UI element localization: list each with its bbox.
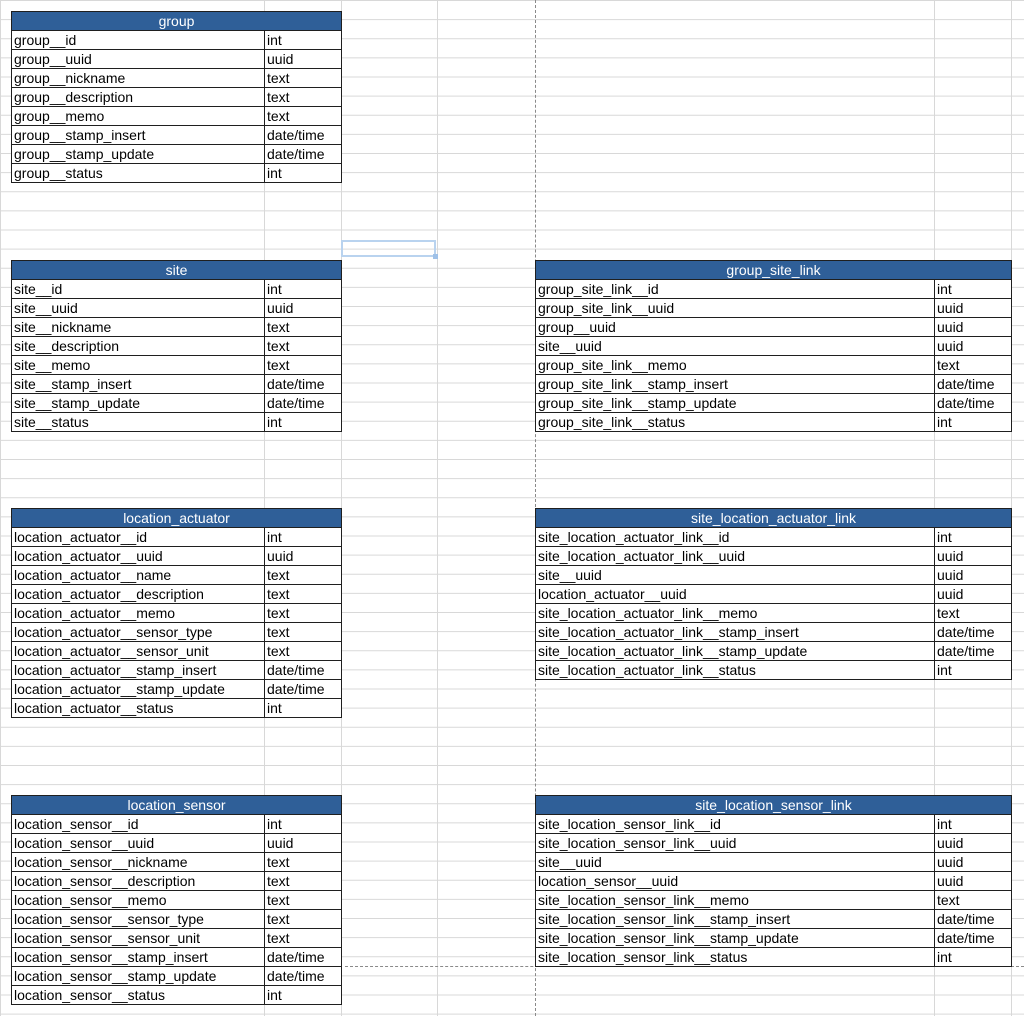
- table-row: [12, 50, 342, 69]
- field-type-cell[interactable]: text: [265, 566, 342, 585]
- table-row: [536, 872, 1012, 891]
- entity-table-group-site-link: [535, 260, 1012, 432]
- selected-cell[interactable]: [341, 240, 436, 257]
- table-row: [536, 566, 1012, 585]
- table-row: [536, 661, 1012, 680]
- table-row: [12, 528, 342, 547]
- table-row: [536, 815, 1012, 834]
- table-row: [12, 585, 342, 604]
- field-name-cell[interactable]: site_location_actuator_link__memo: [536, 604, 935, 623]
- table-row: [536, 375, 1012, 394]
- field-type-cell[interactable]: text: [935, 891, 1012, 910]
- field-type-cell[interactable]: uuid: [935, 566, 1012, 585]
- table-row: [12, 413, 342, 432]
- field-type-cell[interactable]: int: [265, 528, 342, 547]
- field-name-cell[interactable]: site__id: [12, 280, 265, 299]
- field-name-cell[interactable]: location_actuator__stamp_update: [12, 680, 265, 699]
- field-name-cell[interactable]: group_site_link__stamp_insert: [536, 375, 935, 394]
- field-name-cell[interactable]: group__stamp_insert: [12, 126, 265, 145]
- table-row: [12, 145, 342, 164]
- field-type-cell[interactable]: date/time: [935, 375, 1012, 394]
- field-type-cell[interactable]: text: [265, 872, 342, 891]
- field-name-cell[interactable]: site_location_sensor_link__stamp_update: [536, 929, 935, 948]
- table-row: [536, 585, 1012, 604]
- field-name-cell[interactable]: location_actuator__name: [12, 566, 265, 585]
- table-row: [536, 318, 1012, 337]
- field-name-cell[interactable]: group__nickname: [12, 69, 265, 88]
- field-name-cell[interactable]: location_actuator__status: [12, 699, 265, 718]
- field-name-cell[interactable]: group__id: [12, 31, 265, 50]
- field-type-cell[interactable]: int: [935, 528, 1012, 547]
- field-name-cell[interactable]: group_site_link__memo: [536, 356, 935, 375]
- field-type-cell[interactable]: text: [265, 853, 342, 872]
- field-name-cell[interactable]: site__uuid: [536, 566, 935, 585]
- field-name-cell[interactable]: location_actuator__description: [12, 585, 265, 604]
- field-type-cell[interactable]: int: [935, 948, 1012, 967]
- field-type-cell[interactable]: date/time: [265, 375, 342, 394]
- field-name-cell[interactable]: site__status: [12, 413, 265, 432]
- field-name-cell[interactable]: group__status: [12, 164, 265, 183]
- field-type-cell[interactable]: date/time: [265, 680, 342, 699]
- field-name-cell[interactable]: group__description: [12, 88, 265, 107]
- field-name-cell[interactable]: site__memo: [12, 356, 265, 375]
- field-type-cell[interactable]: int: [935, 815, 1012, 834]
- entity-table-location-actuator: [11, 508, 342, 718]
- field-name-cell[interactable]: location_sensor__status: [12, 986, 265, 1005]
- field-type-cell[interactable]: text: [265, 891, 342, 910]
- table-row: [536, 642, 1012, 661]
- field-type-cell[interactable]: uuid: [265, 834, 342, 853]
- field-type-cell[interactable]: date/time: [265, 145, 342, 164]
- field-name-cell[interactable]: site_location_actuator_link__id: [536, 528, 935, 547]
- field-name-cell[interactable]: location_actuator__memo: [12, 604, 265, 623]
- table-row: [536, 929, 1012, 948]
- field-name-cell[interactable]: location_sensor__id: [12, 815, 265, 834]
- table-row: [12, 394, 342, 413]
- table-row: [12, 910, 342, 929]
- field-type-cell[interactable]: int: [935, 661, 1012, 680]
- field-name-cell[interactable]: group_site_link__status: [536, 413, 935, 432]
- field-name-cell[interactable]: site_location_actuator_link__uuid: [536, 547, 935, 566]
- table-row: [12, 337, 342, 356]
- field-type-cell[interactable]: date/time: [935, 623, 1012, 642]
- table-row: [12, 356, 342, 375]
- field-type-cell[interactable]: int: [265, 280, 342, 299]
- table-row: [12, 280, 342, 299]
- field-type-cell[interactable]: text: [265, 88, 342, 107]
- table-row: [12, 891, 342, 910]
- table-row: [12, 69, 342, 88]
- entity-table-location-sensor: [11, 795, 342, 1005]
- field-type-cell[interactable]: date/time: [265, 948, 342, 967]
- field-name-cell[interactable]: group_site_link__stamp_update: [536, 394, 935, 413]
- field-type-cell[interactable]: uuid: [935, 834, 1012, 853]
- field-name-cell[interactable]: site__uuid: [536, 337, 935, 356]
- table-row: [536, 623, 1012, 642]
- table-row: [536, 948, 1012, 967]
- table-row: [12, 318, 342, 337]
- field-name-cell[interactable]: location_sensor__uuid: [536, 872, 935, 891]
- table-row: [12, 88, 342, 107]
- field-name-cell[interactable]: group__uuid: [12, 50, 265, 69]
- field-name-cell[interactable]: location_sensor__stamp_insert: [12, 948, 265, 967]
- field-type-cell[interactable]: text: [935, 604, 1012, 623]
- table-row: [12, 929, 342, 948]
- field-name-cell[interactable]: site__stamp_update: [12, 394, 265, 413]
- table-row: [12, 547, 342, 566]
- field-type-cell[interactable]: uuid: [265, 547, 342, 566]
- field-type-cell[interactable]: text: [935, 356, 1012, 375]
- field-type-cell[interactable]: uuid: [935, 585, 1012, 604]
- field-type-cell[interactable]: date/time: [265, 126, 342, 145]
- field-type-cell[interactable]: uuid: [935, 337, 1012, 356]
- field-type-cell[interactable]: date/time: [265, 661, 342, 680]
- table-row: [12, 815, 342, 834]
- table-title[interactable]: group: [12, 12, 342, 31]
- field-type-cell[interactable]: text: [265, 929, 342, 948]
- table-row: [536, 337, 1012, 356]
- table-row: [12, 164, 342, 183]
- field-type-cell[interactable]: int: [265, 413, 342, 432]
- field-name-cell[interactable]: location_sensor__description: [12, 872, 265, 891]
- table-row: [12, 107, 342, 126]
- table-row: [12, 834, 342, 853]
- table-row: [12, 642, 342, 661]
- table-title[interactable]: site_location_sensor_link: [536, 796, 1012, 815]
- table-row: [12, 299, 342, 318]
- table-row: [536, 604, 1012, 623]
- field-name-cell[interactable]: group__uuid: [536, 318, 935, 337]
- field-name-cell[interactable]: location_actuator__sensor_unit: [12, 642, 265, 661]
- table-row: [536, 394, 1012, 413]
- field-type-cell[interactable]: text: [265, 69, 342, 88]
- table-row: [536, 547, 1012, 566]
- field-name-cell[interactable]: site__stamp_insert: [12, 375, 265, 394]
- table-row: [536, 528, 1012, 547]
- field-type-cell[interactable]: text: [265, 623, 342, 642]
- field-name-cell[interactable]: group_site_link__uuid: [536, 299, 935, 318]
- field-type-cell[interactable]: text: [265, 585, 342, 604]
- entity-table-site-location-sensor-link: [535, 795, 1012, 967]
- table-row: [536, 299, 1012, 318]
- field-name-cell[interactable]: location_sensor__stamp_update: [12, 967, 265, 986]
- field-type-cell[interactable]: int: [935, 413, 1012, 432]
- field-type-cell[interactable]: int: [265, 986, 342, 1005]
- field-type-cell[interactable]: date/time: [265, 394, 342, 413]
- table-row: [12, 566, 342, 585]
- field-type-cell[interactable]: text: [265, 910, 342, 929]
- field-type-cell[interactable]: text: [265, 604, 342, 623]
- table-row: [536, 356, 1012, 375]
- field-type-cell[interactable]: uuid: [265, 299, 342, 318]
- field-type-cell[interactable]: uuid: [935, 853, 1012, 872]
- entity-table-site: [11, 260, 342, 432]
- field-name-cell[interactable]: site_location_actuator_link__stamp_insert: [536, 623, 935, 642]
- field-name-cell[interactable]: site_location_sensor_link__id: [536, 815, 935, 834]
- field-type-cell[interactable]: uuid: [265, 50, 342, 69]
- field-type-cell[interactable]: date/time: [265, 967, 342, 986]
- field-type-cell[interactable]: date/time: [935, 910, 1012, 929]
- field-type-cell[interactable]: date/time: [935, 929, 1012, 948]
- column-gridline: [437, 0, 438, 1016]
- field-type-cell[interactable]: text: [265, 337, 342, 356]
- table-row: [12, 126, 342, 145]
- field-name-cell[interactable]: site__nickname: [12, 318, 265, 337]
- field-type-cell[interactable]: int: [935, 280, 1012, 299]
- table-row: [12, 375, 342, 394]
- table-row: [12, 661, 342, 680]
- field-type-cell[interactable]: uuid: [935, 547, 1012, 566]
- field-name-cell[interactable]: location_sensor__sensor_unit: [12, 929, 265, 948]
- table-row: [12, 680, 342, 699]
- table-row: [536, 891, 1012, 910]
- entity-table-site-location-actuator-link: [535, 508, 1012, 680]
- table-row: [536, 853, 1012, 872]
- field-name-cell[interactable]: site_location_actuator_link__status: [536, 661, 935, 680]
- field-name-cell[interactable]: location_sensor__sensor_type: [12, 910, 265, 929]
- field-name-cell[interactable]: location_actuator__id: [12, 528, 265, 547]
- field-type-cell[interactable]: date/time: [935, 394, 1012, 413]
- field-type-cell[interactable]: int: [265, 164, 342, 183]
- table-title[interactable]: group_site_link: [536, 261, 1012, 280]
- field-name-cell[interactable]: group__memo: [12, 107, 265, 126]
- table-row: [12, 604, 342, 623]
- table-row: [12, 699, 342, 718]
- table-title[interactable]: location_actuator: [12, 509, 342, 528]
- field-name-cell[interactable]: site__uuid: [536, 853, 935, 872]
- field-name-cell[interactable]: location_actuator__uuid: [12, 547, 265, 566]
- field-type-cell[interactable]: uuid: [935, 872, 1012, 891]
- field-type-cell[interactable]: int: [265, 815, 342, 834]
- table-title[interactable]: location_sensor: [12, 796, 342, 815]
- field-name-cell[interactable]: group_site_link__id: [536, 280, 935, 299]
- table-row: [536, 910, 1012, 929]
- field-type-cell[interactable]: text: [265, 318, 342, 337]
- table-title[interactable]: site_location_actuator_link: [536, 509, 1012, 528]
- entity-table-group: [11, 11, 342, 183]
- table-row: [12, 948, 342, 967]
- field-name-cell[interactable]: location_actuator__uuid: [536, 585, 935, 604]
- field-name-cell[interactable]: group__stamp_update: [12, 145, 265, 164]
- table-row: [12, 872, 342, 891]
- field-type-cell[interactable]: text: [265, 642, 342, 661]
- field-name-cell[interactable]: location_actuator__sensor_type: [12, 623, 265, 642]
- field-type-cell[interactable]: int: [265, 31, 342, 50]
- field-type-cell[interactable]: text: [265, 356, 342, 375]
- field-name-cell[interactable]: site_location_sensor_link__uuid: [536, 834, 935, 853]
- table-row: [536, 834, 1012, 853]
- field-type-cell[interactable]: uuid: [935, 318, 1012, 337]
- table-row: [12, 967, 342, 986]
- table-row: [12, 31, 342, 50]
- field-name-cell[interactable]: site_location_sensor_link__stamp_insert: [536, 910, 935, 929]
- field-name-cell[interactable]: location_actuator__stamp_insert: [12, 661, 265, 680]
- field-name-cell[interactable]: site__uuid: [12, 299, 265, 318]
- field-type-cell[interactable]: text: [265, 107, 342, 126]
- field-name-cell[interactable]: location_sensor__nickname: [12, 853, 265, 872]
- table-row: [12, 623, 342, 642]
- field-type-cell[interactable]: int: [265, 699, 342, 718]
- table-row: [12, 986, 342, 1005]
- field-name-cell[interactable]: site_location_actuator_link__stamp_update: [536, 642, 935, 661]
- table-title[interactable]: site: [12, 261, 342, 280]
- table-row: [536, 280, 1012, 299]
- table-row: [536, 413, 1012, 432]
- field-name-cell[interactable]: site_location_sensor_link__status: [536, 948, 935, 967]
- field-name-cell[interactable]: site_location_sensor_link__memo: [536, 891, 935, 910]
- field-type-cell[interactable]: uuid: [935, 299, 1012, 318]
- field-name-cell[interactable]: location_sensor__uuid: [12, 834, 265, 853]
- field-type-cell[interactable]: date/time: [935, 642, 1012, 661]
- field-name-cell[interactable]: site__description: [12, 337, 265, 356]
- table-row: [12, 853, 342, 872]
- field-name-cell[interactable]: location_sensor__memo: [12, 891, 265, 910]
